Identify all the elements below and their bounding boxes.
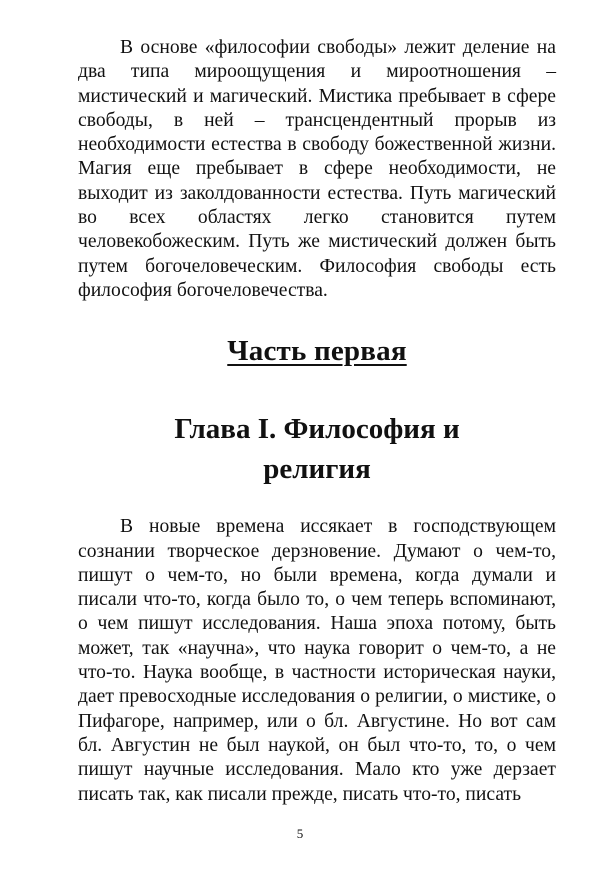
- part-title-text: Часть первая: [227, 335, 407, 368]
- chapter-title-line-1: Глава I. Философия и: [174, 413, 460, 446]
- part-title: [78, 333, 556, 369]
- chapter-paragraph: В новые времена иссякает в господствующем сознании творческое дерзновение. Думают о чем-то, пишут о чем-то, но были времена, когда думали и писали что-то, когда было то, о чем теперь вспоминают, о чем пишут исследования. Наша эпоха потому, быть может, так «научна», что наука говорит о чем-то, а не что-то. Наука вообще, в частности историческая науки, дает превосходные исследования о религии, о мистике, о Пифагоре, например, или о бл. Августине. Но вот сам бл. Августин не был наукой, он был что-то, то, о чем пишут научные исследования. Мало кто уже дерзает писать так, как писали прежде, писать что-то, писать: [78, 516, 556, 805]
- intro-paragraph: В основе «философии свободы» лежит деление на два типа мироощущения и мироотношения – мистический и магический. Мистика пребывает в сфере свободы, в ней – трансцендентный прорыв из необходимости естества в свободу божественной жизни. Магия еще пребывает в сфере необходимости, не выходит из заколдованности естества. Путь магический во всех областях легко становится путем человекобожеским. Путь же мистический должен быть путем богочеловеческим. Философия свободы есть философия богочеловечества.: [78, 37, 556, 301]
- chapter-title-line-2: религия: [263, 453, 371, 486]
- page-number: 5: [296, 826, 304, 841]
- chapter-title: [78, 409, 556, 489]
- page-content: [78, 36, 556, 807]
